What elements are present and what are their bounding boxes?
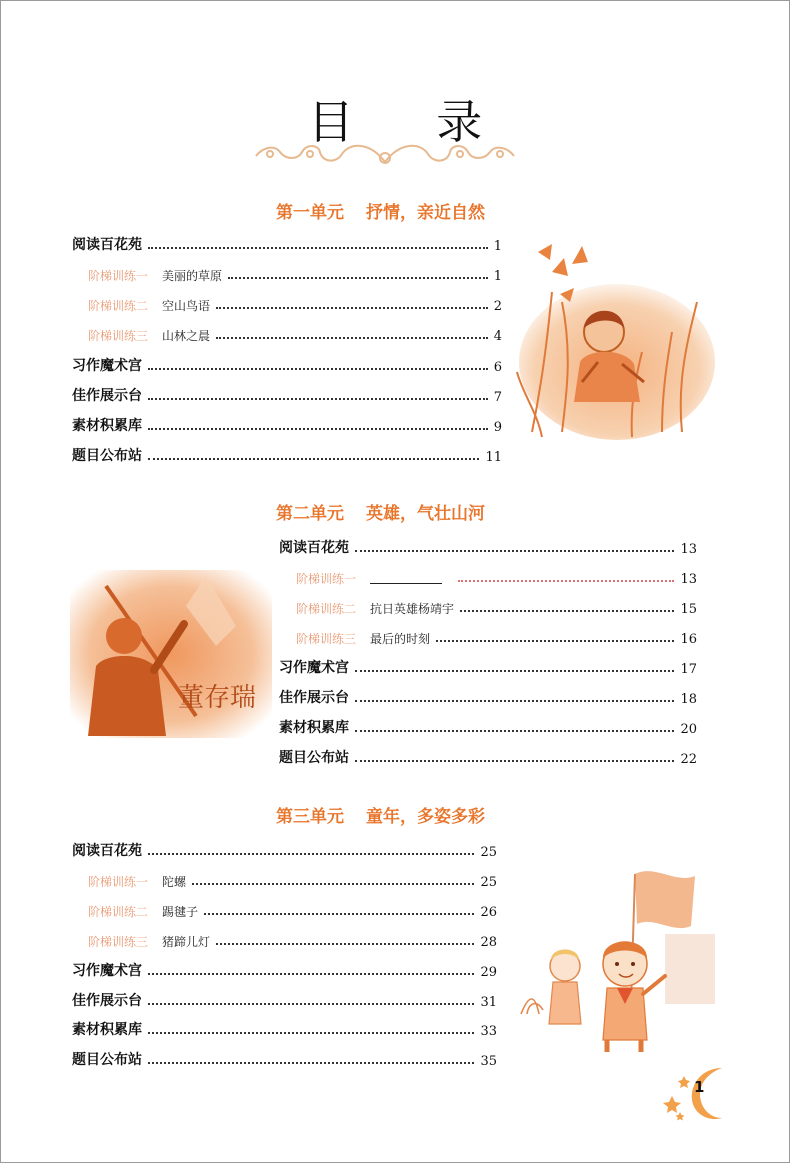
toc-label: 阅读百花苑	[72, 237, 142, 253]
toc-entry[interactable]	[279, 655, 697, 677]
toc-sub-title: 踢毽子	[162, 905, 199, 919]
toc-page: 9	[493, 420, 502, 435]
toc-page: 16	[680, 632, 697, 647]
title-blank-line	[370, 583, 442, 584]
toc-sub-label: 阶梯训练一	[88, 269, 149, 283]
toc-sub-label: 阶梯训练三	[88, 935, 149, 949]
toc-page: 25	[480, 875, 497, 890]
child-in-grass-illustration	[512, 232, 717, 442]
toc-page: 15	[680, 602, 697, 617]
toc-entry[interactable]	[296, 625, 697, 647]
toc-page: 29	[480, 965, 497, 980]
toc-page: 33	[480, 1024, 497, 1039]
unit-2-theme: 英雄，气壮山河	[366, 504, 485, 524]
toc-label: 阅读百花苑	[72, 843, 142, 859]
toc-entry[interactable]	[296, 595, 697, 617]
toc-entry[interactable]	[296, 565, 697, 587]
toc-label: 素材积累库	[279, 720, 349, 736]
unit-3-theme: 童年，多姿多彩	[366, 807, 485, 827]
page-number: 1	[694, 1078, 705, 1096]
toc-sub-label: 阶梯训练三	[88, 329, 149, 343]
toc-entry[interactable]	[279, 685, 697, 707]
toc-page: 1	[493, 239, 502, 254]
toc-entry[interactable]	[72, 838, 497, 860]
unit-3-heading	[276, 802, 485, 827]
toc-label: 题目公布站	[279, 750, 349, 766]
toc-entry[interactable]	[72, 958, 497, 980]
toc-sub-title: 猪蹄儿灯	[162, 935, 211, 949]
unit-2-heading	[276, 499, 485, 524]
hero-caption: 董存瑞	[178, 683, 257, 713]
unit-3-number: 第三单元	[276, 807, 344, 827]
toc-entry[interactable]	[72, 383, 502, 405]
title-ornament	[250, 136, 520, 170]
toc-sub-title: 美丽的草原	[162, 269, 223, 283]
toc-label: 题目公布站	[72, 1052, 142, 1068]
toc-entry[interactable]	[72, 353, 502, 375]
toc-page: 17	[680, 662, 697, 677]
toc-label: 习作魔术宫	[279, 660, 349, 676]
unit-1-theme: 抒情，亲近自然	[366, 203, 485, 223]
toc-entry[interactable]	[72, 1017, 497, 1039]
toc-label: 题目公布站	[72, 448, 142, 464]
unit-1-heading	[276, 198, 485, 223]
toc-label: 素材积累库	[72, 1022, 142, 1038]
toc-label: 习作魔术宫	[72, 963, 142, 979]
toc-entry[interactable]	[72, 413, 502, 435]
toc-page: 35	[480, 1054, 497, 1069]
toc-sub-title: 抗日英雄杨靖宇	[370, 602, 455, 616]
toc-sub-title: 最后的时刻	[370, 632, 431, 646]
toc-page: 13	[680, 542, 697, 557]
toc-sub-label: 阶梯训练二	[88, 299, 149, 313]
toc-page: 1	[493, 269, 502, 284]
hero-illustration	[66, 566, 276, 742]
toc-sub-label: 阶梯训练一	[88, 875, 149, 889]
toc-label: 佳作展示台	[72, 993, 142, 1009]
toc-entry[interactable]	[88, 292, 502, 314]
toc-page: 20	[680, 722, 697, 737]
toc-entry[interactable]	[72, 988, 497, 1010]
toc-entry[interactable]	[72, 443, 502, 465]
toc-page: 22	[680, 752, 697, 767]
page-title: 目 录	[307, 95, 517, 149]
toc-entry[interactable]	[88, 898, 497, 920]
toc-sub-title: 山林之晨	[162, 329, 211, 343]
children-with-flag-illustration	[515, 864, 730, 1054]
toc-page: 25	[480, 845, 497, 860]
toc-sub-title: 陀螺	[162, 875, 187, 889]
toc-page: 31	[480, 995, 497, 1010]
toc-label: 佳作展示台	[72, 388, 142, 404]
toc-sub-label: 阶梯训练二	[88, 905, 149, 919]
toc-entry[interactable]	[88, 868, 497, 890]
toc-sub-label: 阶梯训练二	[296, 602, 357, 616]
toc-page: 2	[493, 299, 502, 314]
toc-page: 7	[493, 390, 502, 405]
toc-entry[interactable]	[72, 232, 502, 254]
unit-1-number: 第一单元	[276, 203, 344, 223]
toc-entry[interactable]	[279, 535, 697, 557]
toc-label: 佳作展示台	[279, 690, 349, 706]
toc-page: 11	[485, 450, 502, 465]
unit-2-number: 第二单元	[276, 504, 344, 524]
toc-entry[interactable]	[88, 322, 502, 344]
toc-entry[interactable]	[279, 745, 697, 767]
toc-sub-label: 阶梯训练三	[296, 632, 357, 646]
toc-entry[interactable]	[72, 1047, 497, 1069]
toc-sub-label: 阶梯训练一	[296, 572, 357, 586]
toc-label: 习作魔术宫	[72, 358, 142, 374]
toc-label: 素材积累库	[72, 418, 142, 434]
toc-page: 13	[680, 572, 697, 587]
toc-entry[interactable]	[88, 928, 497, 950]
toc-page: 6	[493, 360, 502, 375]
toc-page: 18	[680, 692, 697, 707]
toc-label: 阅读百花苑	[279, 540, 349, 556]
toc-page: 28	[480, 935, 497, 950]
toc-entry[interactable]	[88, 262, 502, 284]
toc-sub-title: 空山鸟语	[162, 299, 211, 313]
toc-page: 4	[493, 329, 502, 344]
toc-entry[interactable]	[279, 715, 697, 737]
toc-page: 26	[480, 905, 497, 920]
